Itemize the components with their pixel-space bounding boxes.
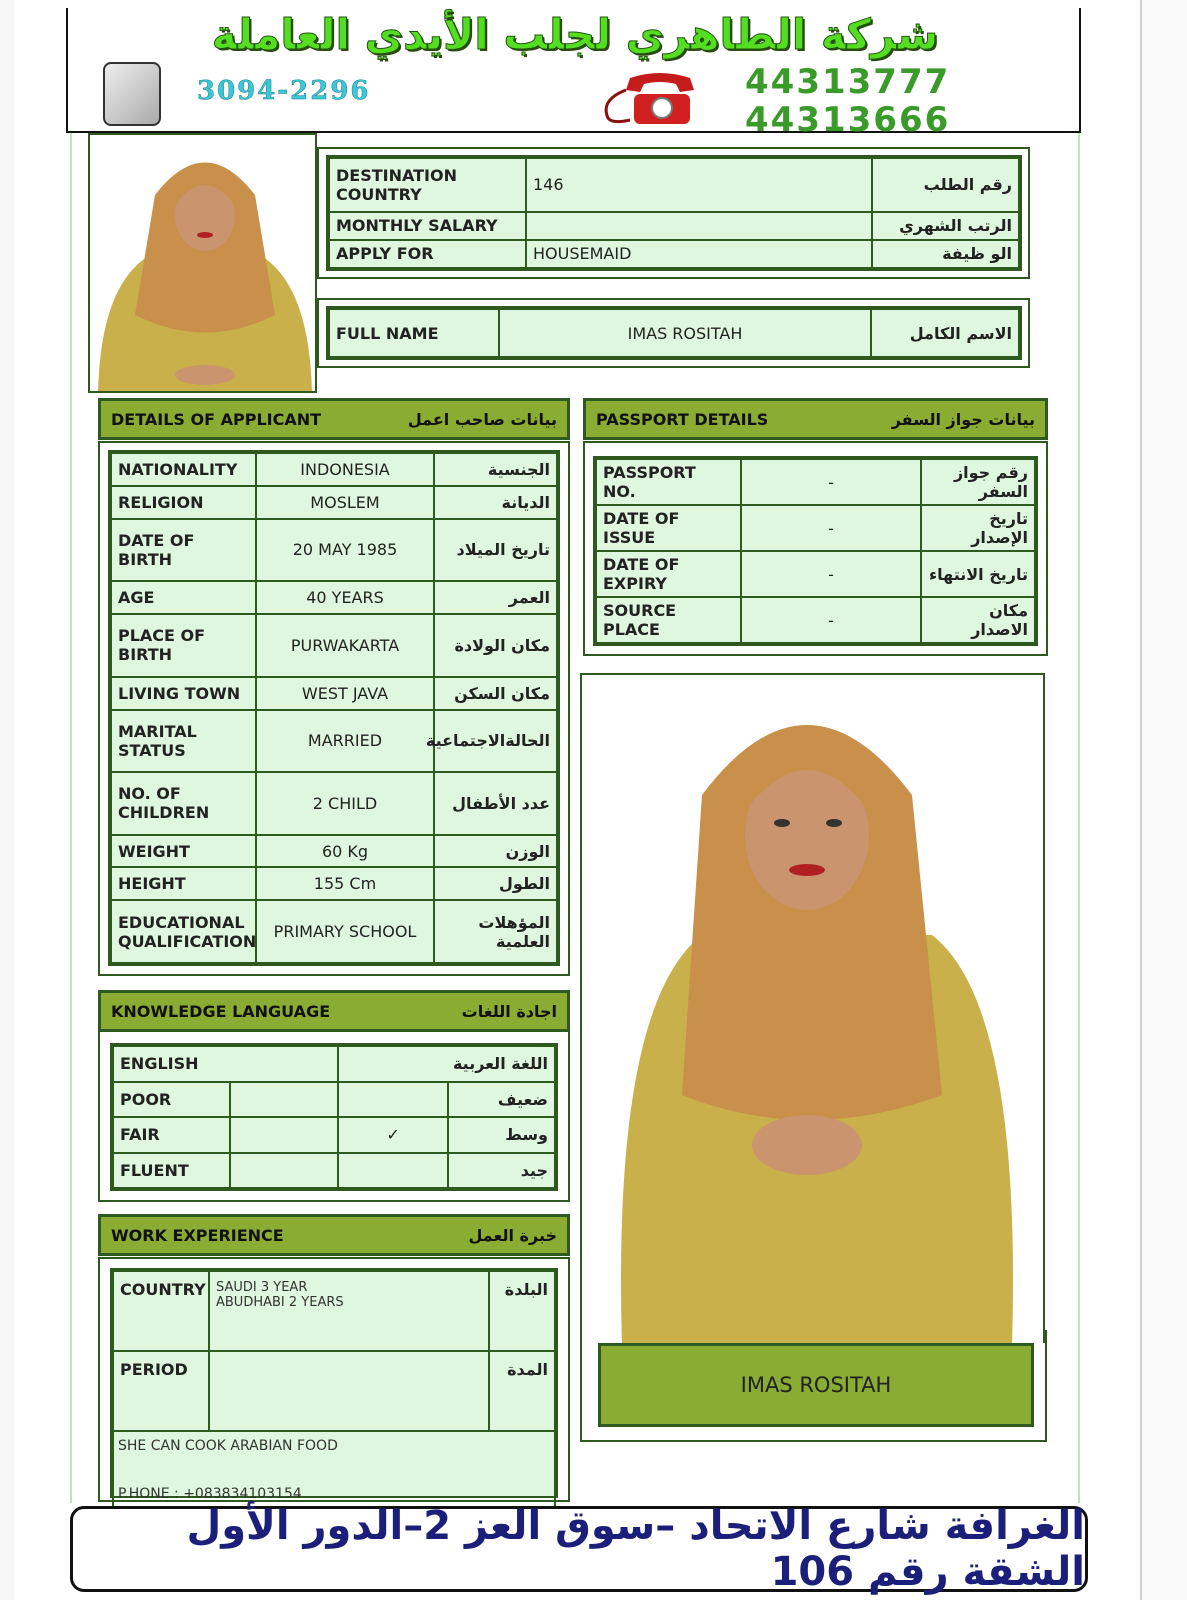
applicant-ar-ar: مكان السكن	[434, 677, 557, 710]
full-name-label: FULL NAME	[329, 309, 499, 357]
experience-note: SHE CAN COOK ARABIAN FOOD	[118, 1438, 338, 1454]
passport-table	[593, 456, 1038, 646]
applicant-label: NATIONALITY	[111, 453, 256, 486]
request-number-label-ar: رقم الطلب	[872, 158, 1019, 212]
applicant-value: MARRIED	[256, 710, 434, 773]
applicant-photo-large	[580, 673, 1045, 1343]
full-name-table	[326, 306, 1022, 360]
english-poor-mark	[230, 1082, 338, 1118]
passport-label: SOURCE PLACE	[596, 597, 741, 643]
passport-label: DATE OF EXPIRY	[596, 551, 741, 597]
experience-table	[110, 1268, 558, 1502]
applicant-row	[111, 677, 557, 710]
period-value	[209, 1351, 489, 1431]
contact-phone: P.HONE : +083834103154	[118, 1486, 302, 1502]
applicant-ar-ar: الجنسية	[434, 453, 557, 486]
experience-heading-en: WORK EXPERIENCE	[111, 1225, 284, 1245]
apply-for-label-ar: الو ظيفة	[872, 240, 1019, 268]
arabic-fair-checkmark: ✓	[338, 1117, 448, 1153]
passport-ar-ar: تاريخ الإصدار	[921, 505, 1035, 551]
applicant-value: WEST JAVA	[256, 677, 434, 710]
applicant-row	[111, 453, 557, 486]
applicant-row	[111, 772, 557, 835]
applicant-row	[111, 710, 557, 773]
passport-row	[596, 597, 1035, 643]
applicant-label: DATE OF BIRTH	[111, 519, 256, 582]
monthly-salary-label: MONTHLY SALARY	[329, 212, 526, 240]
applicant-value: 20 MAY 1985	[256, 519, 434, 582]
level-poor-label: POOR	[113, 1082, 230, 1118]
request-row	[329, 212, 1019, 240]
applicant-label: PLACE OF BIRTH	[111, 614, 256, 677]
applicant-row	[111, 519, 557, 582]
mobile-phone-icon	[103, 62, 161, 126]
applicant-label: NO. OF CHILDREN	[111, 772, 256, 835]
request-number-value: 146	[526, 158, 872, 212]
passport-value: -	[741, 505, 921, 551]
country-label-ar: البلدة	[489, 1271, 555, 1351]
level-fluent-label: FLUENT	[113, 1153, 230, 1189]
company-name: شركة الطاهري لجلب الأيدي العاملة	[211, 10, 939, 59]
applicant-label: LIVING TOWN	[111, 677, 256, 710]
applicant-label: EDUCATIONAL QUALIFICATION	[111, 900, 256, 963]
applicant-heading-en: DETAILS OF APPLICANT	[111, 409, 322, 429]
apply-for-value: HOUSEMAID	[526, 240, 872, 268]
english-column-label: ENGLISH	[113, 1046, 338, 1082]
passport-value: -	[741, 597, 921, 643]
passport-ar-ar: مكان الاصدار	[921, 597, 1035, 643]
country-label: COUNTRY	[113, 1271, 209, 1351]
applicant-value: 60 Kg	[256, 835, 434, 868]
request-row	[329, 158, 1019, 212]
english-fair-mark	[230, 1117, 338, 1153]
applicant-heading-ar: بيانات صاحب اعمل	[407, 409, 557, 429]
period-label-ar: المدة	[489, 1351, 555, 1431]
passport-label: DATE OF ISSUE	[596, 505, 741, 551]
photo-caption-name: IMAS ROSITAH	[598, 1343, 1034, 1427]
applicant-ar-ar: العمر	[434, 581, 557, 614]
level-fluent-label-ar: جيد	[448, 1153, 555, 1189]
passport-ar-ar: رقم جواز السفر	[921, 459, 1035, 505]
applicant-ar-ar: المؤهلات العلمية	[434, 900, 557, 963]
request-table	[326, 155, 1022, 271]
full-name-label-ar: الاسم الكامل	[871, 309, 1019, 357]
applicant-row	[111, 867, 557, 900]
applicant-value: 2 CHILD	[256, 772, 434, 835]
applicant-ar-ar: الطول	[434, 867, 557, 900]
applicant-value: MOSLEM	[256, 486, 434, 519]
applicant-ar-ar: الديانة	[434, 486, 557, 519]
passport-section-heading	[583, 398, 1048, 440]
applicant-ar-ar: عدد الأطفال	[434, 772, 557, 835]
applicant-ar-ar: الوزن	[434, 835, 557, 868]
experience-section-heading	[98, 1214, 570, 1256]
experience-country-line-1: SAUDI 3 YEAR	[216, 1280, 308, 1295]
level-fair-label: FAIR	[113, 1117, 230, 1153]
applicant-value: 40 YEARS	[256, 581, 434, 614]
applicant-label: AGE	[111, 581, 256, 614]
period-label: PERIOD	[113, 1351, 209, 1431]
phone-number-1: 44313777	[745, 62, 951, 102]
language-heading-ar: اجادة اللغات	[461, 1001, 557, 1021]
passport-heading-en: PASSPORT DETAILS	[596, 409, 769, 429]
applicant-value: PRIMARY SCHOOL	[256, 900, 434, 963]
phone-number-2: 44313666	[745, 100, 951, 140]
mobile-number: 3094-2296	[197, 76, 371, 106]
language-row	[113, 1082, 555, 1118]
level-poor-label-ar: ضعيف	[448, 1082, 555, 1118]
applicant-section-heading	[98, 398, 570, 440]
arabic-column-label: اللغة العربية	[338, 1046, 555, 1082]
page-margin-left	[0, 0, 14, 1600]
language-heading-en: KNOWLEDGE LANGUAGE	[111, 1001, 331, 1021]
applicant-ar-ar: مكان الولادة	[434, 614, 557, 677]
applicant-label: WEIGHT	[111, 835, 256, 868]
passport-row	[596, 459, 1035, 505]
level-fair-label-ar: وسط	[448, 1117, 555, 1153]
applicant-row	[111, 581, 557, 614]
applicant-photo-small	[88, 133, 317, 393]
passport-ar-ar: تاريخ الانتهاء	[921, 551, 1035, 597]
passport-row	[596, 551, 1035, 597]
experience-heading-ar: خبرة العمل	[468, 1225, 557, 1245]
request-row	[329, 240, 1019, 268]
applicant-value: 155 Cm	[256, 867, 434, 900]
applicant-row	[111, 614, 557, 677]
passport-row	[596, 505, 1035, 551]
arabic-fluent-mark	[338, 1153, 448, 1189]
apply-for-label: APPLY FOR	[329, 240, 526, 268]
applicant-row	[111, 486, 557, 519]
applicant-ar-ar: تاريخ الميلاد	[434, 519, 557, 582]
monthly-salary-value	[526, 212, 872, 240]
arabic-poor-mark	[338, 1082, 448, 1118]
english-fluent-mark	[230, 1153, 338, 1189]
full-name-value: IMAS ROSITAH	[499, 309, 871, 357]
page-margin-right	[1140, 0, 1187, 1600]
passport-value: -	[741, 551, 921, 597]
language-row	[113, 1153, 555, 1189]
applicant-label: RELIGION	[111, 486, 256, 519]
applicant-label: HEIGHT	[111, 867, 256, 900]
language-section-heading	[98, 990, 570, 1032]
language-table	[110, 1043, 558, 1191]
passport-value: -	[741, 459, 921, 505]
office-address-footer: الغرافة شارع الاتحاد –سوق العز 2–الدور الأول الشقة رقم 106	[70, 1506, 1088, 1592]
destination-country-label: DESTINATION COUNTRY	[329, 158, 526, 212]
passport-label: PASSPORT NO.	[596, 459, 741, 505]
telephone-icon	[590, 70, 730, 126]
applicant-label: MARITAL STATUS	[111, 710, 256, 773]
applicant-ar-ar: الحالةالاجتماعية	[434, 710, 557, 773]
passport-heading-ar: بيانات جواز السفر	[891, 409, 1035, 429]
language-row	[113, 1117, 555, 1153]
applicant-table	[108, 450, 560, 966]
applicant-value: PURWAKARTA	[256, 614, 434, 677]
monthly-salary-label-ar: الرتب الشهري	[872, 212, 1019, 240]
applicant-row	[111, 835, 557, 868]
applicant-value: INDONESIA	[256, 453, 434, 486]
applicant-row	[111, 900, 557, 963]
experience-country-line-2: ABUDHABI 2 YEARS	[216, 1295, 344, 1310]
